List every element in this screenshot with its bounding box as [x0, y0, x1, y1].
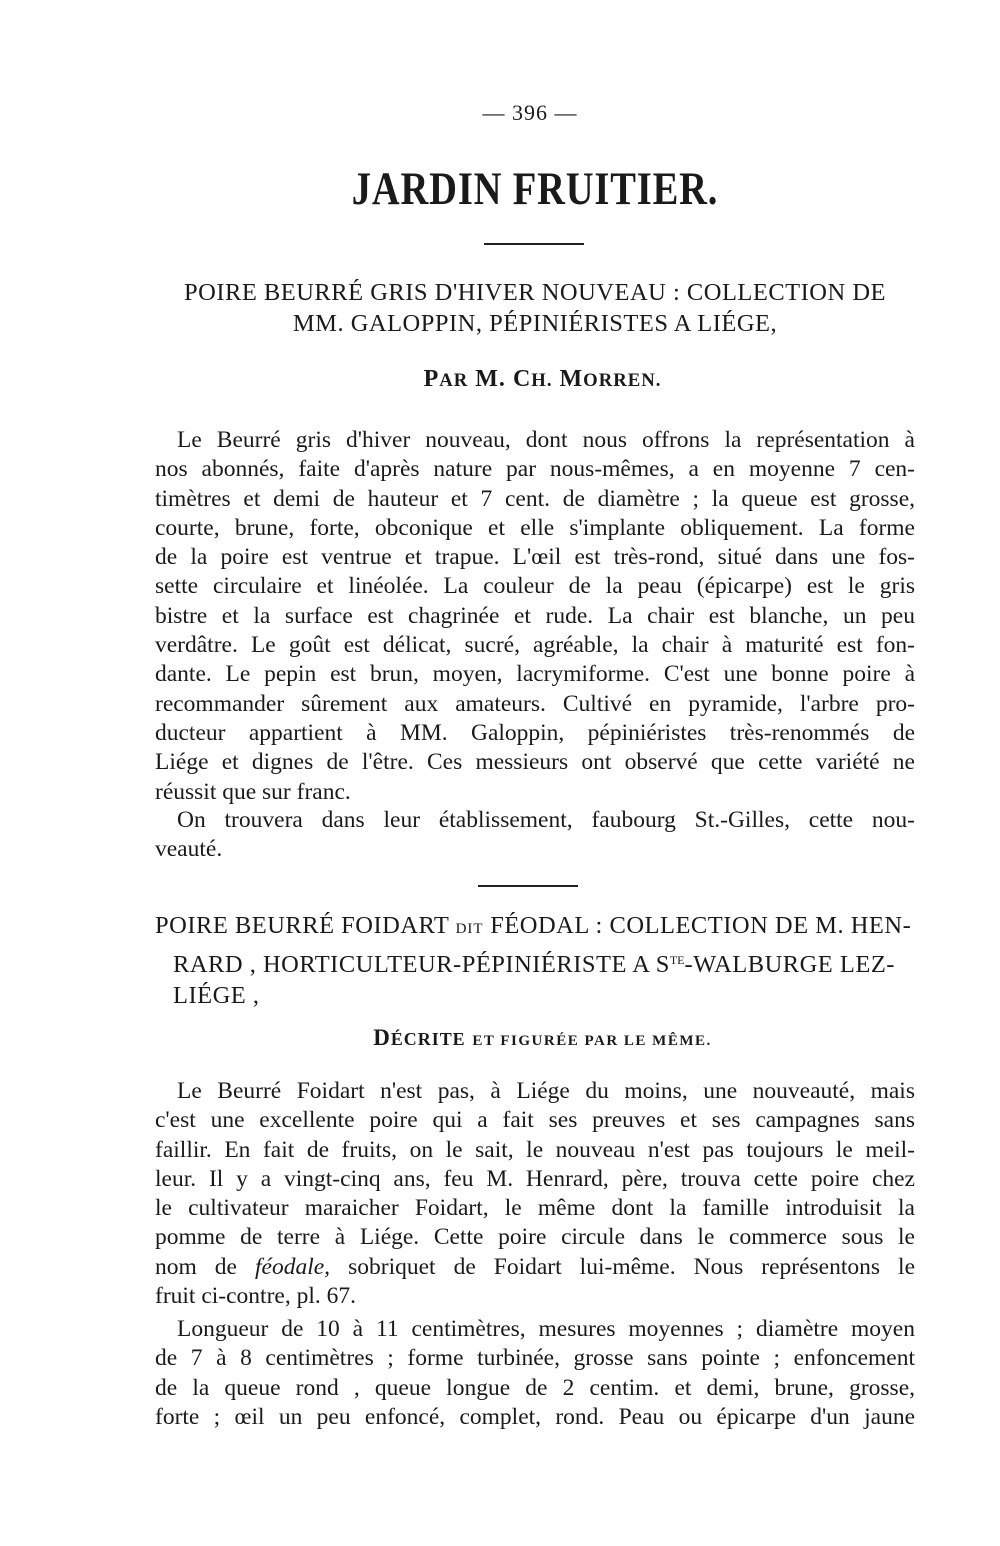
byline-part: ORREN.	[583, 370, 662, 391]
article-2-byline	[0, 1025, 1000, 1051]
heading-part: LIÉGE ,	[173, 982, 260, 1009]
article-1-byline	[0, 366, 1000, 393]
text-line: veauté.	[155, 836, 223, 863]
text-line: de 7 à 8 centimètres ; forme turbinée, grosse sans pointe ; enfoncement	[155, 1345, 915, 1372]
byline-part: ET FIGURÉE PAR LE MÊME.	[472, 1033, 712, 1049]
byline-part: AR	[439, 370, 469, 391]
heading-part: FÉODAL : COLLECTION DE M. HEN-	[490, 912, 912, 939]
text-line: faillir. En fait de fruits, on le sait, le nouveau n'est pas toujours le meil-	[155, 1136, 915, 1163]
text-line: verdâtre. Le goût est délicat, sucré, agréable, la chair à maturité est fon-	[155, 632, 915, 659]
article-1-paragraph-1	[155, 426, 915, 807]
text-line: fruit ci-contre, pl. 67.	[155, 1283, 356, 1310]
text-line: On trouvera dans leur établissement, faubourg St.-Gilles, cette nou-	[177, 807, 915, 833]
text-line: pomme de terre à Liége. Cette poire circule dans le commerce sous le	[155, 1224, 915, 1251]
text-line: ducteur appartient à MM. Galoppin, pépiniéristes très-renommés de	[155, 719, 915, 746]
text-line: forte ; œil un peu enfoncé, complet, rond. Peau ou épicarpe d'un jaune	[155, 1403, 915, 1430]
article-1-heading	[170, 277, 900, 339]
byline-part: M.	[475, 366, 506, 392]
divider-rule	[484, 243, 584, 245]
divider-rule	[478, 885, 578, 887]
article-2-paragraph-2	[155, 1315, 915, 1432]
text-fragment: sobriquet de Foidart lui-même. Nous représentons le	[348, 1253, 916, 1280]
text-line: courte, brune, forte, obconique et elle s'implante obliquement. La forme	[155, 514, 915, 541]
text-line: réussit que sur franc.	[155, 778, 351, 805]
page-number: — 396 —	[482, 100, 578, 125]
text-line: de la poire est ventrue et trapue. L'œil est très-rond, situé dans une fos-	[155, 544, 915, 571]
byline-part: C	[512, 366, 532, 392]
heading-part: -WALBURGE LEZ-	[684, 951, 895, 978]
page-title: JARDIN FRUITIER.	[351, 163, 719, 215]
byline-part: P	[423, 366, 440, 392]
article-2-heading	[155, 910, 915, 1011]
text-line: Longueur de 10 à 11 centimètres, mesures moyennes ; diamètre moyen	[177, 1316, 915, 1342]
text-line: Le Beurré gris d'hiver nouveau, dont nous offrons la représentation à	[177, 427, 915, 453]
text-line: nos abonnés, faite d'après nature par nous-mêmes, a en moyenne 7 cen-	[155, 456, 915, 483]
text-line: de la queue rond , queue longue de 2 centim. et demi, brune, grosse,	[155, 1374, 915, 1401]
text-line: dante. Le pepin est brun, moyen, lacrymiforme. C'est une bonne poire à	[155, 661, 915, 688]
heading-line: POIRE BEURRÉ GRIS D'HIVER NOUVEAU : COLLECTION DE	[184, 279, 886, 306]
byline-part: H.	[531, 370, 553, 391]
article-2-paragraph-1	[155, 1077, 915, 1311]
text-line: sette circulaire et linéolée. La couleur de la peau (épicarpe) est le gris	[155, 573, 915, 600]
article-1-paragraph-2	[155, 806, 915, 865]
heading-part: DIT	[455, 921, 484, 937]
heading-line: MM. GALOPPIN, PÉPINIÉRISTES A LIÉGE,	[292, 310, 778, 337]
heading-part: RARD , HORTICULTEUR-PÉPINIÉRISTE A S	[173, 951, 670, 978]
text-line: Liége et dignes de l'être. Ces messieurs ont observé que cette variété ne	[155, 749, 915, 776]
text-line: c'est une excellente poire qui a fait ses preuves et ses campagnes sans	[155, 1107, 915, 1134]
heading-part: TE	[669, 953, 685, 967]
byline-part: D	[373, 1025, 391, 1050]
text-line	[155, 1253, 915, 1282]
italic-text: féodale,	[255, 1253, 331, 1280]
byline-part: ÉCRITE	[390, 1029, 466, 1049]
text-fragment: nom de	[155, 1253, 237, 1280]
text-line: leur. Il y a vingt-cinq ans, feu M. Henrard, père, trouva cette poire chez	[155, 1165, 915, 1192]
text-line: timètres et demi de hauteur et 7 cent. de diamètre ; la queue est grosse,	[155, 485, 915, 512]
text-line: Le Beurré Foidart n'est pas, à Liége du moins, une nouveauté, mais	[177, 1078, 915, 1104]
text-line: recommander sûrement aux amateurs. Cultivé en pyramide, l'arbre pro-	[155, 690, 915, 717]
byline-part: M	[559, 366, 584, 392]
text-line: le cultivateur maraicher Foidart, le même dont la famille introduisit la	[155, 1195, 915, 1222]
text-line: bistre et la surface est chagrinée et rude. La chair est blanche, un peu	[155, 602, 915, 629]
heading-part: POIRE BEURRÉ FOIDART	[155, 912, 449, 939]
